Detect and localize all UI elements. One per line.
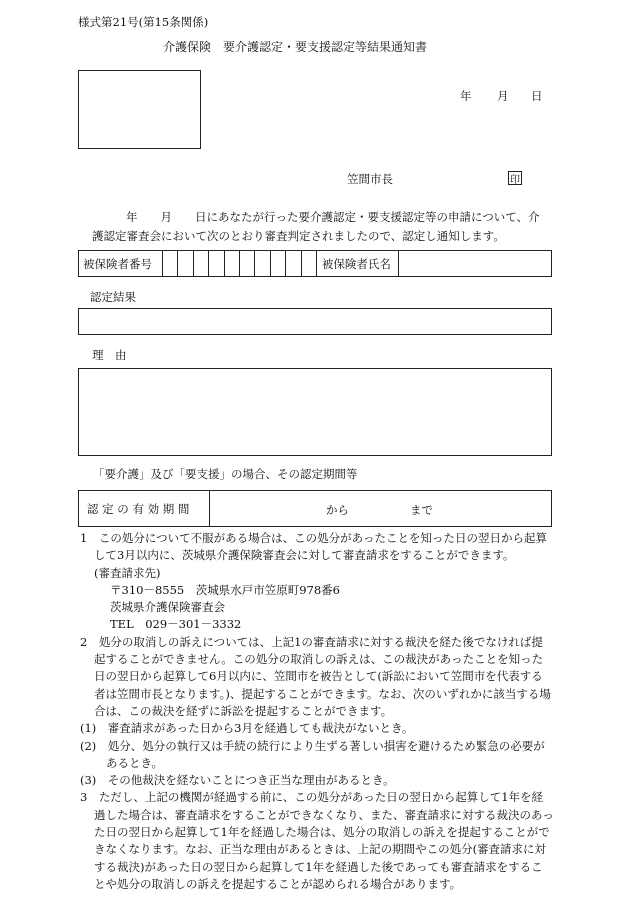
insured-number-label: 被保険者番号	[79, 251, 163, 276]
note-2-item-2: (2) 処分、処分の執行又は手続の続行により生ずる著しい損害を避けるため緊急の必要があるとき。	[80, 738, 545, 770]
reason-field[interactable]	[78, 368, 552, 456]
intro-line-1: 年 月 日にあなたが行った要介護認定・要支援認定等の申請について、介	[126, 210, 540, 224]
document-title: 介護保険 要介護認定・要支援認定等結果通知書	[163, 40, 428, 54]
insured-number-digit[interactable]	[255, 251, 270, 276]
date-year: 年	[460, 89, 472, 103]
date-month: 月	[497, 89, 509, 103]
seal-mark: 印	[508, 171, 522, 185]
result-label: 認定結果	[90, 290, 136, 304]
form-number: 様式第21号(第15条関係)	[78, 15, 209, 29]
contact-address: 〒310－8555 茨城県水戸市笠原町978番6	[110, 582, 340, 597]
insured-number-digit[interactable]	[271, 251, 286, 276]
contact-heading: (審査請求先)	[94, 565, 161, 580]
insured-number-digit[interactable]	[194, 251, 209, 276]
date-day: 日	[531, 89, 543, 103]
issuer-name: 笠間市長	[347, 172, 393, 186]
insured-number-digit[interactable]	[286, 251, 301, 276]
insured-name-field[interactable]	[399, 251, 551, 276]
insured-number-digit[interactable]	[225, 251, 240, 276]
note-1: 1 この処分について不服がある場合は、この処分があったことを知った日の翌日から起算して3月以内に、茨城県介護保険審査会に対して審査請求をすることができます。	[80, 531, 547, 563]
reason-label: 理 由	[92, 348, 127, 362]
period-table	[78, 490, 552, 527]
result-field[interactable]	[78, 308, 552, 335]
insured-number-digit[interactable]	[240, 251, 255, 276]
note-3: 3 ただし、上記の機関が経過する前に、この処分があった日の翌日から起算して1年を経過した場合は、審査請求をすることができなくなり、また、審査請求に対する裁決のあった日の翌日から起算して1年を経過した場合は、処分の取消しの訴えを提起することができなくなります。なお、正当な理由があるときは、上記の期間やこの処分(審査請求に対する裁決)があった日の翌日から起算して1年を経過した後であっても審査請求をすることや処分の取消しの訴えを提起することが認められる場合があります。	[80, 790, 554, 891]
note-2-item-1: (1) 審査請求があった日から3月を経過しても裁決がないとき。	[80, 721, 414, 736]
insured-number-digit[interactable]	[163, 251, 178, 276]
period-to: まで	[410, 503, 433, 517]
note-2-item-3: (3) その他裁決を経ないことにつき正当な理由があるとき。	[80, 773, 395, 788]
period-value-field[interactable]	[210, 491, 551, 526]
insured-table	[78, 250, 552, 277]
notes-section	[80, 530, 554, 893]
insured-name-label: 被保険者氏名	[317, 251, 399, 276]
contact-organization: 茨城県介護保険審査会	[110, 600, 225, 615]
address-box	[78, 70, 201, 149]
insured-number-digit[interactable]	[209, 251, 224, 276]
note-2: 2 処分の取消しの訴えについては、上記1の審査請求に対する裁決を経た後でなければ提起することができません。この処分の取消しの訴えは、この裁決があったことを知った日の翌日から起算して6月以内に、笠間市を被告として(訴訟において笠間市を代表する者は笠間市長となります。)、提起することができます。なお、次のいずれかに該当する場合は、この裁決を経ずに訴訟を提起することができます。	[80, 634, 551, 718]
insured-number-digit[interactable]	[302, 251, 317, 276]
period-heading: 「要介護」及び「要支援」の場合、その認定期間等	[93, 467, 358, 481]
insured-number-digit[interactable]	[178, 251, 193, 276]
contact-tel: TEL 029－301－3332	[110, 617, 242, 632]
period-label: 認 定 の 有 効 期 間	[79, 491, 210, 526]
period-from: から	[326, 503, 349, 517]
intro-line-2: 護認定審査会において次のとおり審査判定されましたので、認定し通知します。	[92, 229, 505, 243]
